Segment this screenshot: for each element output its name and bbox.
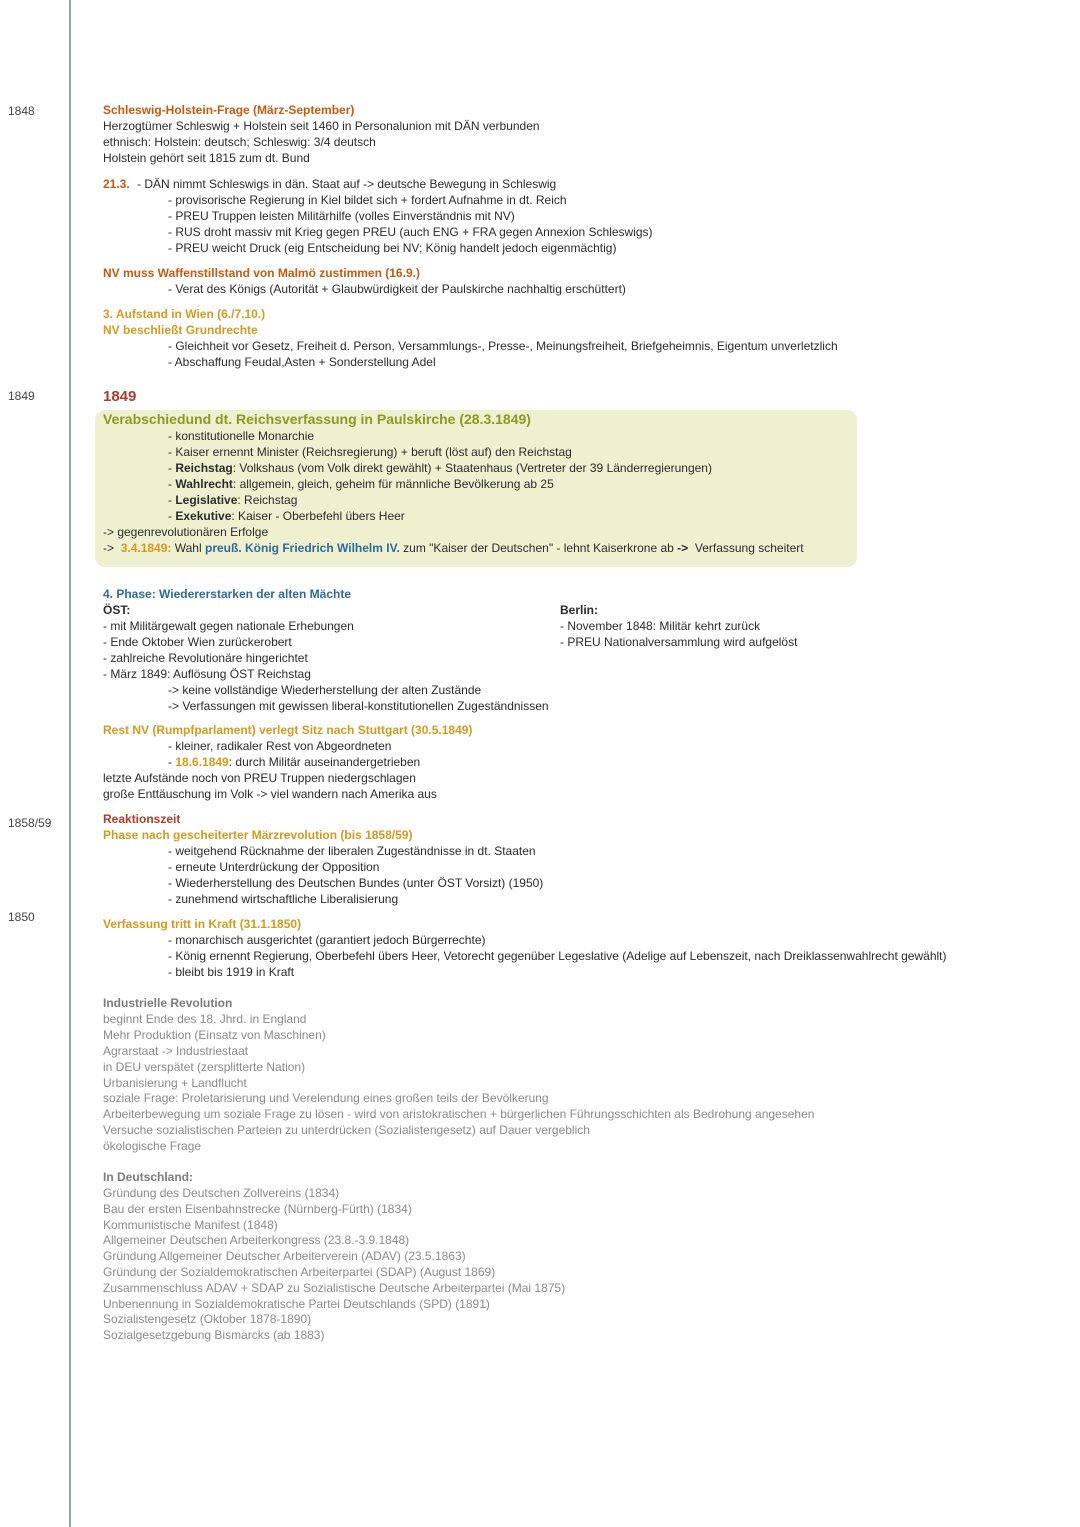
list-item (168, 754, 420, 770)
term: Exekutive (175, 509, 232, 523)
definition: : allgemein, gleich, geheim für männliche Bevölkerung ab 25 (232, 477, 554, 491)
text-line: beginnt Ende des 18. Jhrd. in England (103, 1012, 307, 1026)
text-line: Bau der ersten Eisenbahnstrecke (Nürnberg-Fürth) (1834) (103, 1202, 412, 1216)
list-item: - Kaiser ernennt Minister (Reichsregierung) + beruft (löst auf) den Reichstag (168, 445, 572, 459)
section-title: Industrielle Revolution (103, 996, 233, 1010)
year-marker: 1849 (8, 389, 35, 403)
list-item: -> Verfassungen mit gewissen liberal-konstitutionellen Zugeständnissen (168, 699, 549, 713)
year-heading: 1849 (103, 388, 137, 405)
list-item: - erneute Unterdrückung der Opposition (168, 860, 380, 874)
term: Reichstag (175, 461, 233, 475)
text-line: -> gegenrevolutionären Erfolge (103, 525, 269, 539)
text-line: Urbanisierung + Landflucht (103, 1076, 247, 1090)
text-line: Holstein gehört seit 1815 zum dt. Bund (103, 151, 310, 165)
event-date: 21.3. (103, 177, 130, 191)
year-marker: 1850 (8, 910, 35, 924)
text-line: soziale Frage: Proletarisierung und Verelendung eines großen teils der Bevölkerung (103, 1091, 549, 1105)
list-item: - RUS droht massiv mit Krieg gegen PREU (auch ENG + FRA gegen Annexion Schleswigs) (168, 225, 653, 239)
text-line: Gründung des Deutschen Zollvereins (1834) (103, 1186, 340, 1200)
text-line: Gründung Allgemeiner Deutscher Arbeiterverein (ADAV) (23.5.1863) (103, 1249, 466, 1263)
text-line: ethnisch: Holstein: deutsch; Schleswig: 3/4 deutsch (103, 135, 376, 149)
list-item: - zahlreiche Revolutionäre hingerichtet (103, 651, 308, 665)
bullet: - (168, 755, 176, 769)
section-title: Schleswig-Holstein-Frage (März-September) (103, 103, 355, 117)
text-line: Gründung der Sozialdemokratischen Arbeiterpartei (SDAP) (August 1869) (103, 1265, 496, 1279)
section-title: 3. Aufstand in Wien (6./7.10.) (103, 307, 266, 321)
list-item: - monarchisch ausgerichtet (garantiert jedoch Bürgerrechte) (168, 933, 486, 947)
list-item: - mit Militärgewalt gegen nationale Erhebungen (103, 619, 354, 633)
section-title: Verabschiedund dt. Reichsverfassung in Paulskirche (28.3.1849) (103, 411, 531, 427)
timeline-line (69, 0, 71, 1527)
text-line: Agrarstaat -> Industriestaat (103, 1044, 249, 1058)
column-label: ÖST: (103, 603, 131, 617)
list-item: - König ernennt Regierung, Oberbefehl übers Heer, Vetorecht gegenüber Legeslative (Adelige auf Lebenszeit, nach Dreiklassenwahlrecht gewählt) (168, 949, 947, 963)
list-item: - Legislative: Reichstag (168, 493, 298, 507)
text-line: Versuche sozialistischen Parteien zu unterdrücken (Sozialistengesetz) auf Dauer vergeblich (103, 1123, 590, 1137)
list-item: -> keine vollständige Wiederherstellung der alten Zustände (168, 683, 482, 697)
event-date: 18.6.1849 (175, 755, 229, 769)
list-item: - Reichstag: Volkshaus (vom Volk direkt gewählt) + Staatenhaus (Vertreter der 39 Länderregierungen) (168, 461, 712, 475)
text-line: Kommunistische Manifest (1848) (103, 1218, 278, 1232)
list-item: - Ende Oktober Wien zurückerobert (103, 635, 292, 649)
section-title: NV muss Waffenstillstand von Malmö zustimmen (16.9.) (103, 266, 420, 280)
year-marker: 1848 (8, 104, 35, 118)
text-line: Herzogtümer Schleswig + Holstein seit 1460 in Personalunion mit DÄN verbunden (103, 119, 540, 133)
list-item: - Gleichheit vor Gesetz, Freiheit d. Person, Versammlungs-, Presse-, Meinungsfreiheit, Briefgeheimnis, Eigentum unverletzlich (168, 339, 838, 353)
list-item: - provisorische Regierung in Kiel bildet sich + fordert Aufnahme in dt. Reich (168, 193, 567, 207)
arrow: -> (677, 541, 689, 555)
text-line: Arbeiterbewegung um soziale Frage zu lösen - wird von aristokratischen + bürgerlichen Führungsschichten als Bedrohung angesehen (103, 1107, 815, 1121)
arrow: -> (103, 541, 115, 555)
list-item: - bleibt bis 1919 in Kraft (168, 965, 295, 979)
section-subtitle: Phase nach gescheiterter Märzrevolution (bis 1858/59) (103, 828, 413, 842)
list-item: - PREU Nationalversammlung wird aufgelöst (560, 635, 798, 649)
text-line: ökologische Frage (103, 1139, 202, 1153)
list-item: - Exekutive: Kaiser - Oberbefehl übers Heer (168, 509, 405, 523)
text: Wahl (174, 541, 202, 555)
text-line: - DÄN nimmt Schleswigs in dän. Staat auf -> deutsche Bewegung in Schleswig (137, 177, 557, 191)
year-marker: 1858/59 (8, 816, 52, 830)
list-item: - Wahlrecht: allgemein, gleich, geheim für männliche Bevölkerung ab 25 (168, 477, 554, 491)
section-title: Reaktionszeit (103, 812, 181, 826)
section-title: Rest NV (Rumpfparlament) verlegt Sitz nach Stuttgart (30.5.1849) (103, 723, 473, 737)
term: Legislative (175, 493, 238, 507)
list-item: - konstitutionelle Monarchie (168, 429, 315, 443)
section-title: 4. Phase: Wiedererstarken der alten Mächte (103, 587, 351, 601)
highlight-term: König Friedrich Wilhelm IV. (245, 541, 400, 555)
list-item: - März 1849: Auflösung ÖST Reichstag (103, 667, 311, 681)
text-line: große Enttäuschung im Volk -> viel wandern nach Amerika aus (103, 787, 437, 801)
definition: : Kaiser - Oberbefehl übers Heer (231, 509, 405, 523)
list-item: - zunehmend wirtschaftliche Liberalisierung (168, 892, 399, 906)
text-line (103, 540, 804, 556)
text-line: Sozialistengesetz (Oktober 1878-1890) (103, 1312, 312, 1326)
text-line: Unbenennung in Sozialdemokratische Partei Deutschlands (SPD) (1891) (103, 1297, 490, 1311)
highlight-term: preuß. (205, 541, 242, 555)
list-item: - Verat des Königs (Autorität + Glaubwürdigkeit der Paulskirche nachhaltig erschüttert) (168, 282, 626, 296)
section-title: NV beschließt Grundrechte (103, 323, 258, 337)
column-label: Berlin: (560, 603, 599, 617)
list-item: - November 1848: Militär kehrt zurück (560, 619, 761, 633)
text-line: Mehr Produktion (Einsatz von Maschinen) (103, 1028, 326, 1042)
event-date: 3.4.1849: (120, 541, 172, 555)
text-line: Allgemeiner Deutschen Arbeiterkongress (23.8.-3.9.1848) (103, 1233, 410, 1247)
text-line: Sozialgesetzgebung Bismarcks (ab 1883) (103, 1328, 325, 1342)
text-line: Zusammenschluss ADAV + SDAP zu Sozialistische Deutsche Arbeiterpartei (Mai 1875) (103, 1281, 566, 1295)
text-line: in DEU verspätet (zersplitterte Nation) (103, 1060, 306, 1074)
section-title: Verfassung tritt in Kraft (31.1.1850) (103, 917, 302, 931)
definition: : Volkshaus (vom Volk direkt gewählt) + Staatenhaus (Vertreter der 39 Länderregierungen) (232, 461, 712, 475)
term: Wahlrecht (175, 477, 233, 491)
list-item: - kleiner, radikaler Rest von Abgeordneten (168, 739, 392, 753)
list-item: - Wiederherstellung des Deutschen Bundes (unter ÖST Vorsizt) (1950) (168, 876, 544, 890)
section-title: In Deutschland: (103, 1170, 194, 1184)
text: zum "Kaiser der Deutschen" - lehnt Kaiserkrone ab (403, 541, 674, 555)
text: : durch Militär auseinandergetrieben (228, 755, 421, 769)
definition: : Reichstag (237, 493, 298, 507)
list-item: - PREU Truppen leisten Militärhilfe (volles Einverständnis mit NV) (168, 209, 515, 223)
text: Verfassung scheitert (694, 541, 804, 555)
text-line: letzte Aufstände noch von PREU Truppen niedergschlagen (103, 771, 416, 785)
list-item: - PREU weicht Druck (eig Entscheidung bei NV; König handelt jedoch eigenmächtig) (168, 241, 617, 255)
list-item: - weitgehend Rücknahme der liberalen Zugeständnisse in dt. Staaten (168, 844, 536, 858)
list-item: - Abschaffung Feudal,Asten + Sonderstellung Adel (168, 355, 436, 369)
